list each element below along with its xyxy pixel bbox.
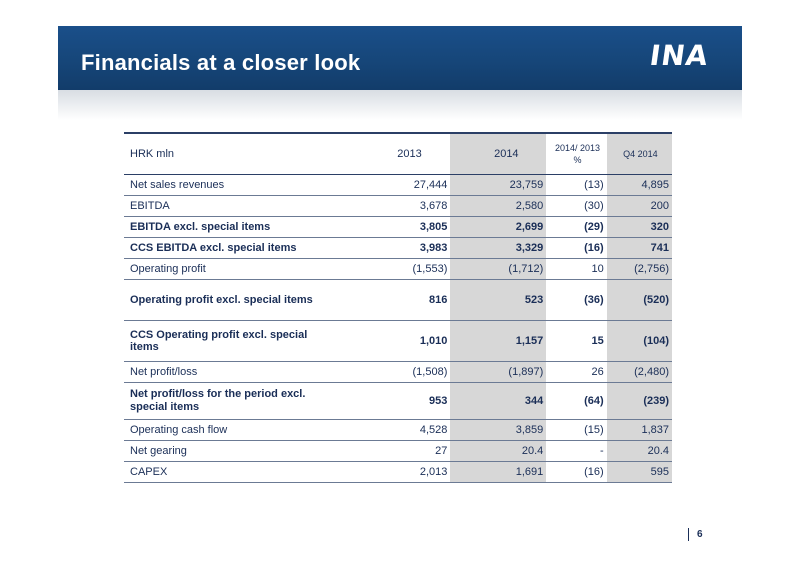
value-2013: 27 xyxy=(323,441,451,462)
value-2014: (1,712) xyxy=(450,259,546,280)
table-row xyxy=(124,280,672,321)
row-label: EBITDA xyxy=(124,196,323,217)
value-change: (15) xyxy=(546,420,606,441)
value-2013: 3,983 xyxy=(323,238,451,259)
table-row xyxy=(124,217,672,238)
value-2013: 27,444 xyxy=(323,175,451,196)
value-change: (64) xyxy=(546,383,606,420)
table-row xyxy=(124,196,672,217)
value-2013: 816 xyxy=(323,280,451,321)
value-q4-2014: 20.4 xyxy=(607,441,672,462)
value-2014: 3,859 xyxy=(450,420,546,441)
value-2013: 1,010 xyxy=(323,321,451,362)
value-change: (29) xyxy=(546,217,606,238)
value-2013: (1,553) xyxy=(323,259,451,280)
value-q4-2014: 595 xyxy=(607,462,672,483)
row-label: Operating profit xyxy=(124,259,323,280)
value-change: (16) xyxy=(546,462,606,483)
value-q4-2014: (2,480) xyxy=(607,362,672,383)
value-q4-2014: 4,895 xyxy=(607,175,672,196)
table-row xyxy=(124,321,672,362)
table-row xyxy=(124,441,672,462)
value-q4-2014: 1,837 xyxy=(607,420,672,441)
row-label: Net profit/loss xyxy=(124,362,323,383)
value-change: (16) xyxy=(546,238,606,259)
value-2014: 2,699 xyxy=(450,217,546,238)
value-change: (30) xyxy=(546,196,606,217)
table-row xyxy=(124,362,672,383)
value-q4-2014: (2,756) xyxy=(607,259,672,280)
value-change: 26 xyxy=(546,362,606,383)
value-2014: 2,580 xyxy=(450,196,546,217)
value-2013: 953 xyxy=(323,383,451,420)
value-change: 15 xyxy=(546,321,606,362)
row-label: Operating cash flow xyxy=(124,420,323,441)
table-row xyxy=(124,175,672,196)
table-row xyxy=(124,259,672,280)
table-row xyxy=(124,238,672,259)
page-separator xyxy=(688,528,689,541)
row-label: CCS EBITDA excl. special items xyxy=(124,238,323,259)
row-label: Net sales revenues xyxy=(124,175,323,196)
value-2014: 523 xyxy=(450,280,546,321)
table-row xyxy=(124,420,672,441)
row-label: CCS Operating profit excl. special items xyxy=(124,321,323,362)
value-q4-2014: (239) xyxy=(607,383,672,420)
header-2013: 2013 xyxy=(323,133,451,175)
value-2014: 3,329 xyxy=(450,238,546,259)
value-2014: 1,157 xyxy=(450,321,546,362)
value-2013: 4,528 xyxy=(323,420,451,441)
header-2014: 2014 xyxy=(450,133,546,175)
row-label: EBITDA excl. special items xyxy=(124,217,323,238)
value-2014: 20.4 xyxy=(450,441,546,462)
value-q4-2014: (520) xyxy=(607,280,672,321)
value-q4-2014: (104) xyxy=(607,321,672,362)
header-q4-2014: Q4 2014 xyxy=(607,133,672,175)
row-label: Net gearing xyxy=(124,441,323,462)
value-2014: 23,759 xyxy=(450,175,546,196)
row-label: CAPEX xyxy=(124,462,323,483)
table-header-row xyxy=(124,133,672,175)
row-label: Net profit/loss for the period excl. special items xyxy=(124,383,323,420)
value-q4-2014: 320 xyxy=(607,217,672,238)
header-hrk-mln: HRK mln xyxy=(124,133,323,175)
value-q4-2014: 741 xyxy=(607,238,672,259)
value-2014: (1,897) xyxy=(450,362,546,383)
header-change-pct: 2014/ 2013 % xyxy=(546,133,606,175)
header-shadow xyxy=(58,90,742,120)
value-q4-2014: 200 xyxy=(607,196,672,217)
logo-text: INA xyxy=(647,39,711,72)
value-2014: 344 xyxy=(450,383,546,420)
slide-title: Financials at a closer look xyxy=(81,50,361,75)
value-2013: 3,805 xyxy=(323,217,451,238)
value-change: (36) xyxy=(546,280,606,321)
table-row xyxy=(124,383,672,420)
value-change: - xyxy=(546,441,606,462)
value-2014: 1,691 xyxy=(450,462,546,483)
table-row xyxy=(124,462,672,483)
page-number: 6 xyxy=(697,529,703,540)
value-change: (13) xyxy=(546,175,606,196)
value-change: 10 xyxy=(546,259,606,280)
financials-table xyxy=(124,132,672,483)
ina-logo xyxy=(647,39,730,72)
value-2013: (1,508) xyxy=(323,362,451,383)
value-2013: 2,013 xyxy=(323,462,451,483)
row-label: Operating profit excl. special items xyxy=(124,280,323,321)
value-2013: 3,678 xyxy=(323,196,451,217)
